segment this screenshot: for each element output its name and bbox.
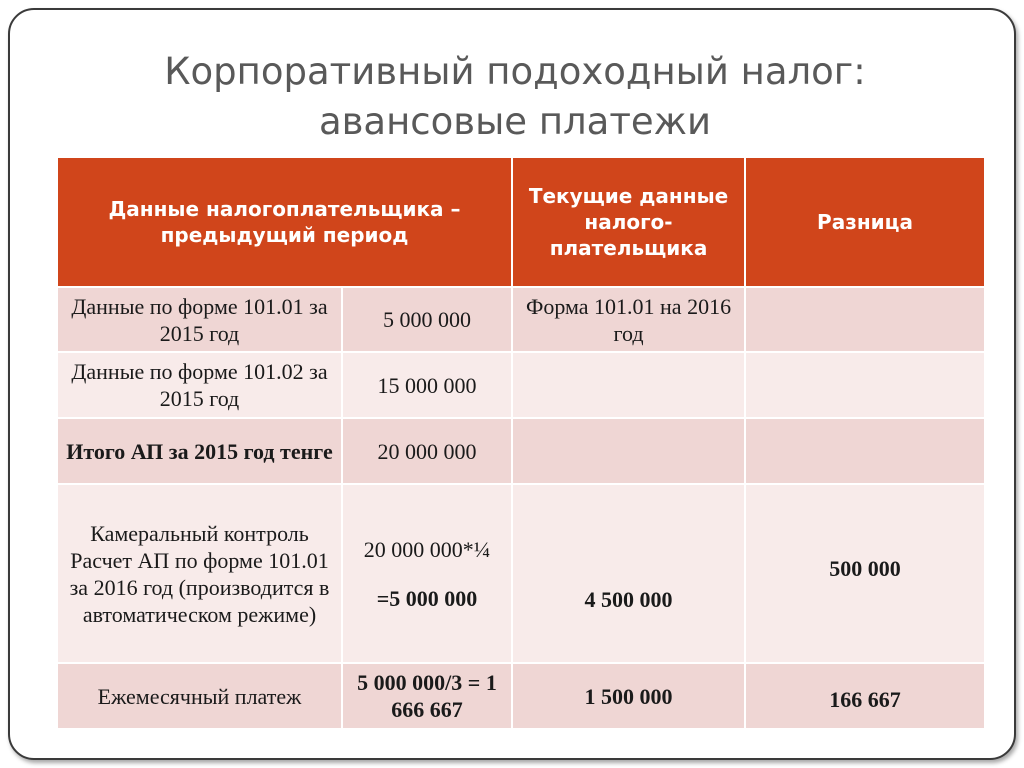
row-difference: 166 667: [745, 663, 985, 729]
table-row: [57, 484, 985, 663]
row-label: Ежемесячный платеж: [57, 663, 342, 729]
row-amount: 5 000 000/3 = 1 666 667: [342, 663, 512, 729]
row-amount: 20 000 000: [342, 418, 512, 484]
row-amount: [342, 484, 512, 663]
row-difference: 500 000: [745, 484, 985, 663]
row-label: Итого АП за 2015 год тенге: [57, 418, 342, 484]
row-current: [512, 418, 745, 484]
advance-payments-table: [56, 156, 986, 730]
row-label: Камеральный контроль Расчет АП по форме 101.01 за 2016 год (производится в автоматическом режиме): [57, 484, 342, 663]
table-header-row: [57, 157, 985, 287]
table-row: [57, 287, 985, 352]
header-previous-period: Данные налогоплательщика – предыдущий период: [57, 157, 512, 287]
row-current: Форма 101.01 на 2016 год: [512, 287, 745, 352]
row-amount-formula: 20 000 000*¼: [363, 536, 491, 562]
row-difference: [745, 418, 985, 484]
table-row: [57, 352, 985, 418]
row-current: [512, 352, 745, 418]
row-amount-result: =5 000 000: [376, 585, 478, 611]
slide-title-line1: Корпоративный подоходный налог:: [164, 50, 866, 93]
row-label: Данные по форме 101.02 за 2015 год: [57, 352, 342, 418]
row-difference: [745, 352, 985, 418]
row-amount: 15 000 000: [342, 352, 512, 418]
slide-title-line2: авансовые платежи: [318, 100, 712, 143]
table-row: [57, 418, 985, 484]
row-difference: [745, 287, 985, 352]
row-current: 4 500 000: [512, 484, 745, 663]
row-label: Данные по форме 101.01 за 2015 год: [57, 287, 342, 352]
header-current-data: Текущие данные налого-плательщика: [512, 157, 745, 287]
header-difference: Разница: [745, 157, 985, 287]
row-amount: 5 000 000: [342, 287, 512, 352]
row-current: 1 500 000: [512, 663, 745, 729]
table-row: [57, 663, 985, 729]
